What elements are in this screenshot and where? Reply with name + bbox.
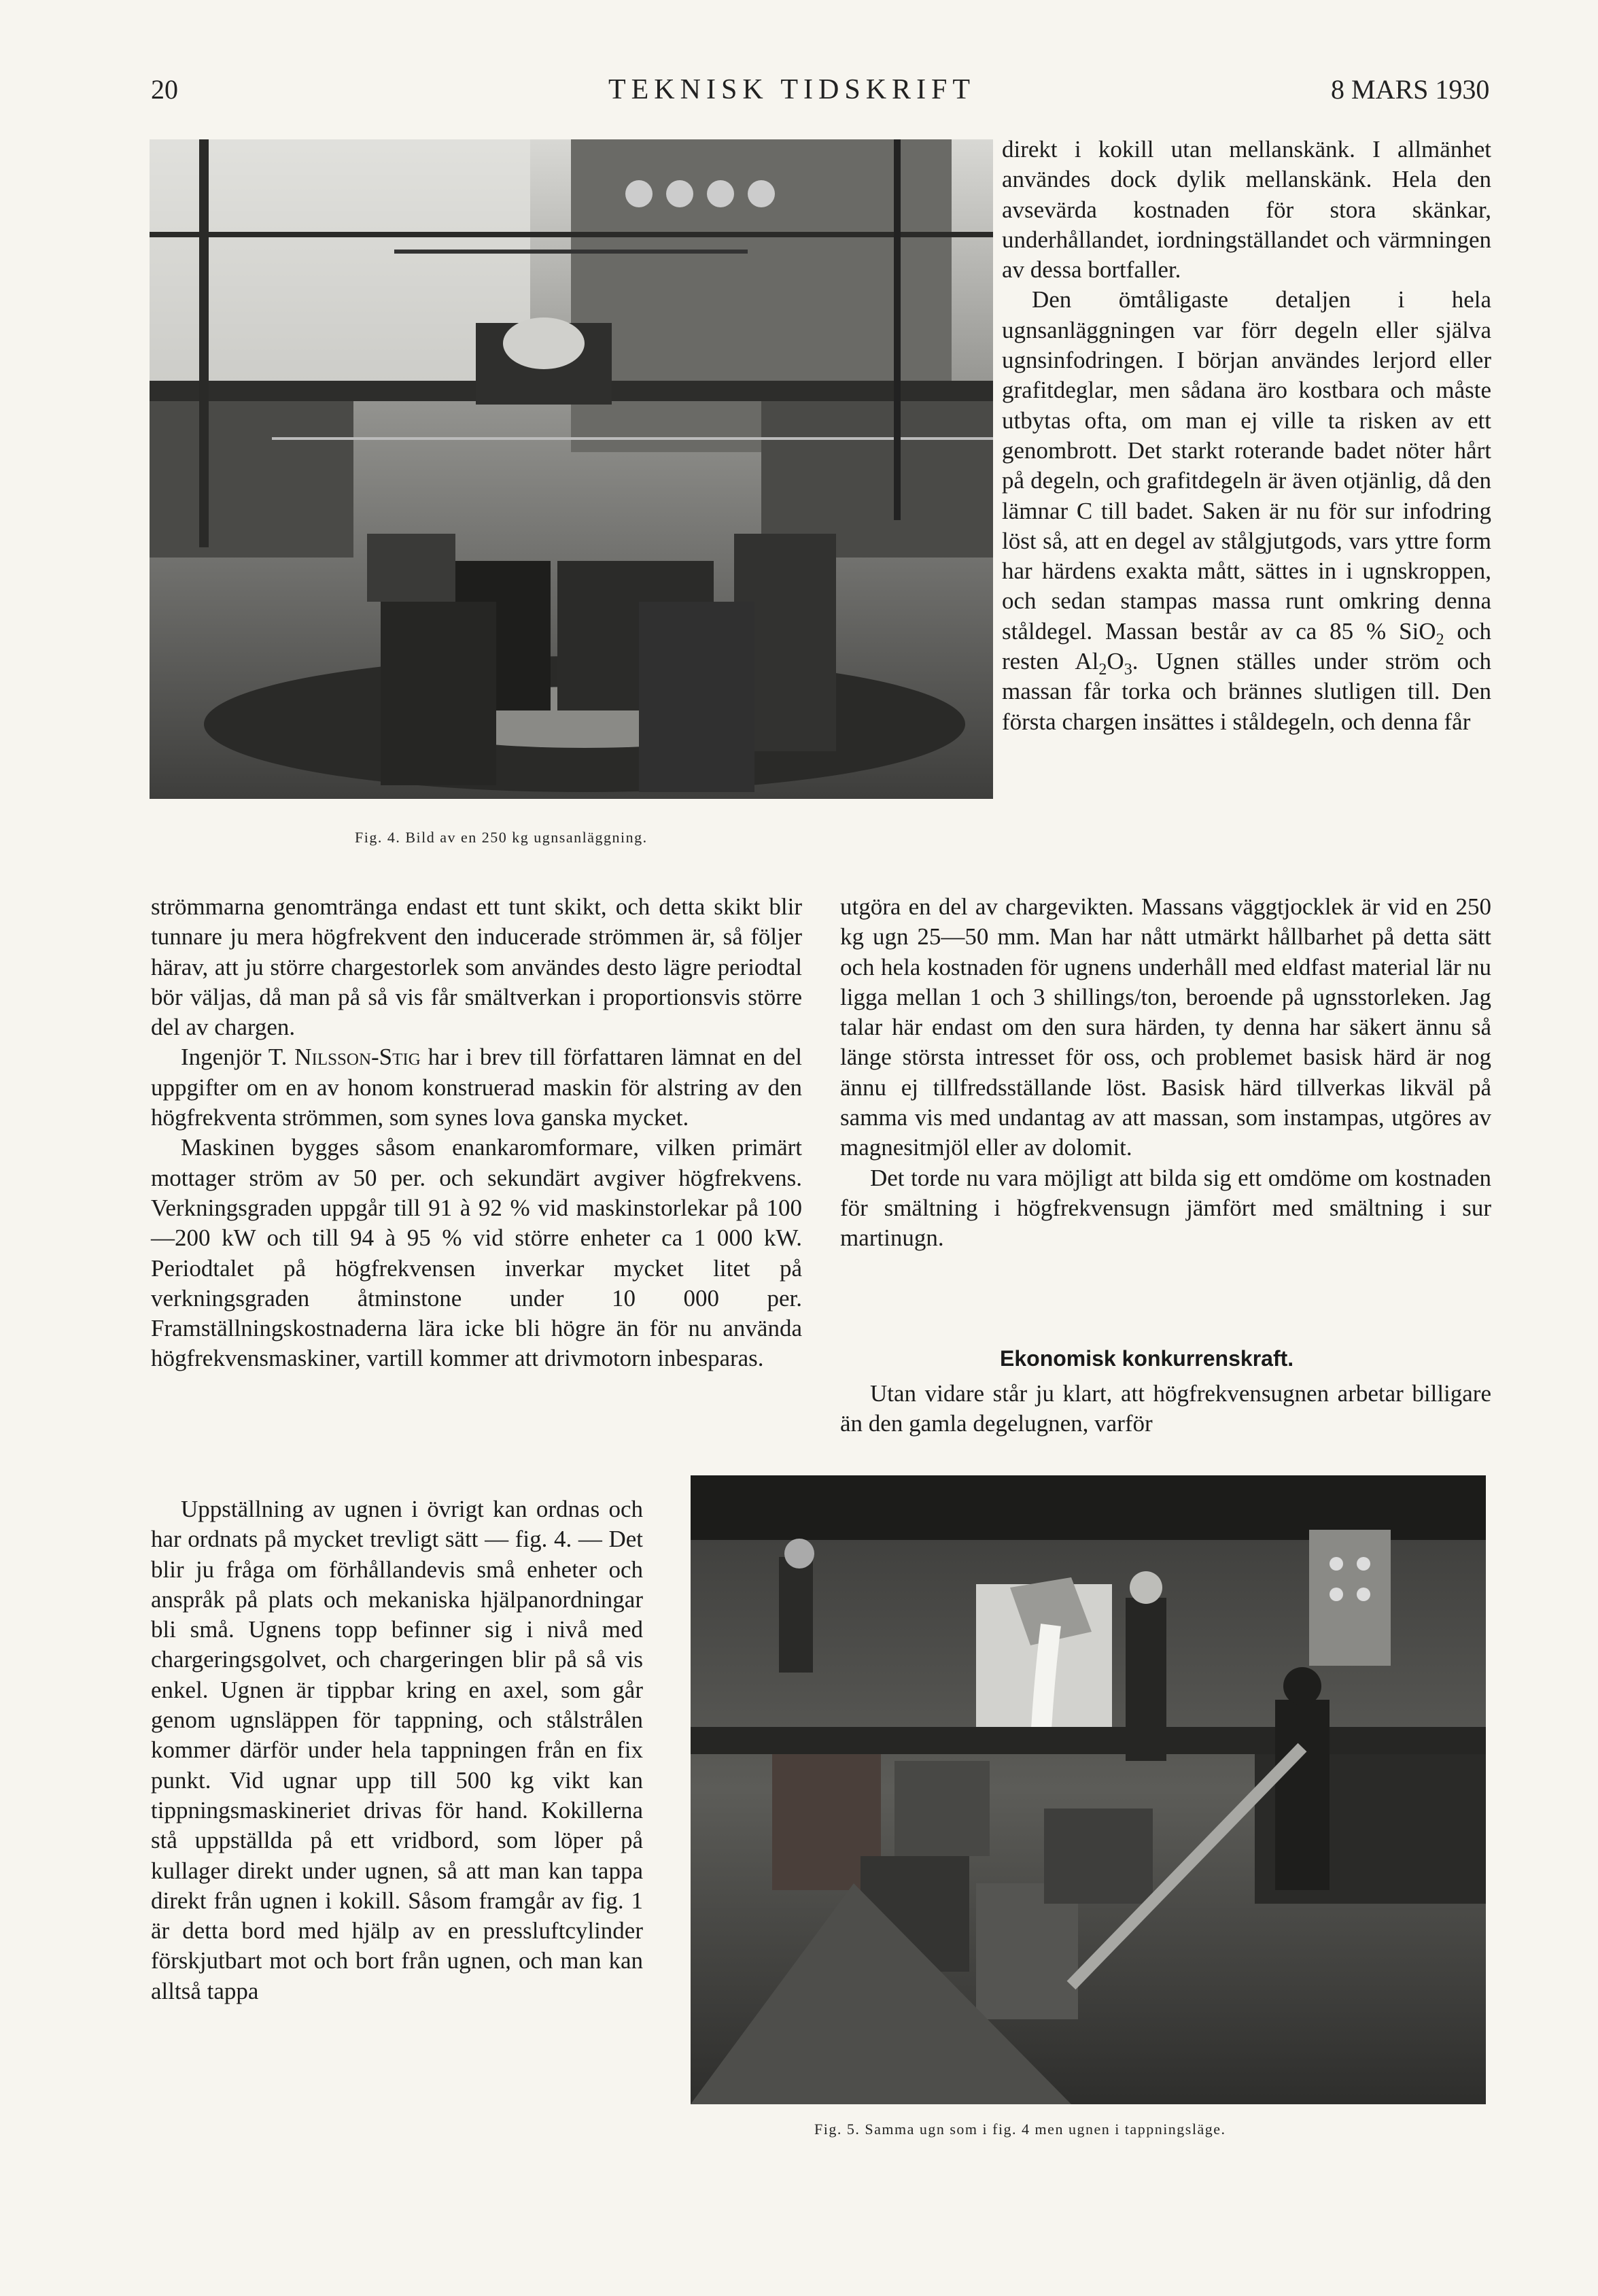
figure-5-caption: Fig. 5. Samma ugn som i fig. 4 men ugnen i tappningsläge. [814, 2121, 1226, 2138]
paragraph: Det torde nu vara möjligt att bilda sig ett omdöme om kostnaden för smältning i högfrekvensugn jämfört med smältning i sur martinugn. [840, 1164, 1491, 1252]
paragraph: strömmarna genomtränga endast ett tunt skikt, och detta skikt blir tunnare ju mera högfrekvent den inducerade strömmen är, så följer härav, att ju större chargestorlek som användes desto lägre periodtal bör väljas, då man på så vis får smältverkan i proportionsvis större del av chargen. [151, 893, 802, 1041]
paragraph: utgöra en del av chargevikten. Massans väggtjocklek är vid en 250 kg ugn 25—50 mm. Man har nått utmärkt hållbarhet på detta sätt och hela kostnaden för ugnens underhåll med eldfast material lär nu ligga mellan 1 och 3 shillings/ton, beroende på ugnsstorleken. Jag talar här endast om den sura härden, ty denna har säkert ännu så länge största intresset för oss, och problemet basisk härd är nog ännu ej tillfredsställande löst. Basisk härd tillverkas likväl på samma vis med undantag av att massan, som instampas, utgöres av magnesitmjöl eller av dolomit. [840, 893, 1491, 1161]
paragraph [151, 1042, 802, 1133]
right-column-section [840, 1379, 1491, 1439]
paragraph [1002, 285, 1491, 736]
left-column-middle [151, 892, 802, 1374]
left-column-bottom [151, 1494, 643, 2006]
section-heading: Ekonomisk konkurrenskraft. [1000, 1346, 1294, 1371]
figure-4-caption: Fig. 4. Bild av en 250 kg ugnsanläggning. [355, 829, 648, 846]
right-column-bottom [840, 892, 1491, 1254]
figure-4-furnace-illustration [150, 139, 993, 799]
formula-o: O [1107, 648, 1124, 675]
issue-date-year: 1930 [1435, 74, 1490, 105]
paragraph-text: Ingenjör T. [181, 1044, 295, 1071]
paragraph-text: . Ugnen ställes under ström och massan får torka och brännes slutligen till. Den första chargen insättes i ståldegeln, och denna får [1002, 648, 1491, 735]
paragraph: Maskinen bygges såsom enankaromformare, vilken primärt mottager ström av 50 per. och sekundärt avgiver högfrekvens. Verkningsgraden uppgår till 91 à 92 % vid maskinstorlekar på 100—200 kW och till 94 à 95 % vid större enheter ca 1 000 kW. Periodtalet på högfrekvensen inverkar mycket litet på verkningsgraden åtminstone under 10 000 per. Framställningskostnaderna lära icke bli högre än för nu använda högfrekvensmaskiner, vartill kommer att drivmotorn inbesparas. [151, 1134, 802, 1372]
paragraph: direkt i kokill utan mellanskänk. I allmänhet användes dock dylik mellanskänk. Hela den avsevärda kostnaden för stora skänkar, underhållandet, iordningställandet och värmningen av dessa bortfaller. [1002, 136, 1491, 284]
issue-date-month: MARS [1351, 74, 1429, 105]
figure-5-photo [691, 1475, 1486, 2104]
figure-4-photo [150, 139, 993, 799]
paragraph-text: Den ömtåligaste detaljen i hela ugnsanläggningen var förr degeln eller själva ugnsinfodringen. I början användes lerjord eller grafitdeglar, men sådana äro kostbara och måste utbytas ofta, om man ej ville ta risken av ett genombrott. Det starkt roterande badet nöter hårt på degeln, och grafitdegeln är även otjänlig, då den lämnar C till badet. Saken är nu för sur infodring löst så, att en degel av stålgjutgods, vars yttre form har härdens exakta mått, sättes in i ugnskroppen, och sedan stampas massa runt omkring denna ståldegel. Massan består av ca 85 % [1002, 286, 1491, 645]
author-name: Nilsson-Stig [294, 1044, 421, 1071]
paragraph: Uppställning av ugnen i övrigt kan ordnas och har ordnats på mycket trevligt sätt — fig. 4. — Det blir ju fråga om förhållandevis små enheter och anspråk på plats och mekaniska hjälpanordningar bli små. Ugnens topp befinner sig i nivå med chargeringsgolvet, och chargeringen blir på så vis enkel. Ugnen är tippbar kring en axel, som går genom ugnsläppen för tappning, och stålstrålen kommer därför under hela tappningen från en fix punkt. Vid ugnar upp till 500 kg vikt kan tippningsmaskineriet drivas för hand. Kokillerna stå uppställda på ett vridbord, som löper på kullager direkt under ugnen, så att man kan tappa direkt från ugnen i kokill. Såsom framgår av fig. 1 är detta bord med hjälp av en pressluftcylinder förskjutbart mot och bort från ugnen, och man kan alltså tappa [151, 1496, 643, 2004]
right-column-top [1002, 135, 1491, 737]
journal-title: TEKNISK TIDSKRIFT [608, 74, 976, 105]
issue-date-day: 8 [1331, 74, 1344, 105]
formula-subscript: 3 [1124, 661, 1132, 679]
formula-subscript: 2 [1436, 630, 1444, 649]
paragraph-text: har i brev till författaren lämnat en del uppgifter om en av honom konstruerad maskin för alstring av den högfrekventa strömmen, som synes lova ganska mycket. [151, 1044, 802, 1131]
paragraph: Utan vidare står ju klart, att högfrekvensugnen arbetar billigare än den gamla degelugnen, varför [840, 1380, 1491, 1437]
formula-text: och resten Al [1002, 617, 1491, 675]
figure-5-tapping-illustration [691, 1475, 1486, 2104]
formula-sio: SiO [1399, 617, 1436, 645]
formula-subscript: 2 [1098, 661, 1107, 679]
issue-date [1331, 73, 1489, 106]
page-number: 20 [151, 74, 178, 105]
